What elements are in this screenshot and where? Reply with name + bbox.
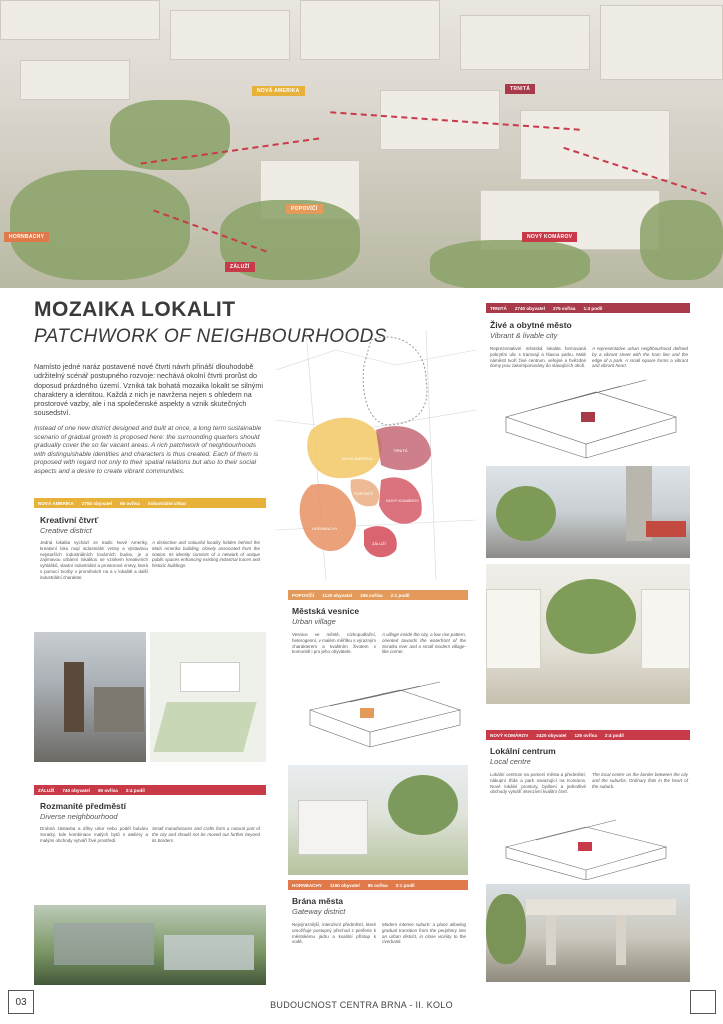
map-label-ponavka: POPOVÍČÍ [354,491,374,496]
text-nova-amerika-cz: Jedná lokalita vychází ze tradic Nové Ameriky, kreativní loku mají industriální vrstvy a výstavbou nejstarších industriálních továrních budov, je a zajímavou urbánní lokalitou se vznikem kreativních vyhlášků, vlastní industriální a prostorové vrstvy, která s pomocí tvorby v proměnách na a v lokalitě a další industriální charakter. [40,540,148,580]
label-ponavka: POPOVÍČÍ [286,204,323,214]
subheading-zaluzi: Diverse neighbourhood [40,812,118,821]
bar-novy-komarov [486,730,690,740]
page-title: MOZAIKA LOKALIT [34,298,236,321]
bar-stat: 275 ovřísa [552,305,576,311]
map-label-novy-komarov: NOVÝ KOMÁROV [386,498,419,503]
label-hornbachy: HORNBACHY [4,232,49,242]
photo-zaluzi [34,905,266,985]
label-zaluzi: ZÁLUŽÍ [225,262,255,272]
render-trnita-courtyard [486,564,690,704]
page-subtitle: PATCHWORK OF NEIGHBOURHOODS [34,326,387,347]
subheading-novy-komarov: Local centre [490,757,531,766]
subheading-nova-amerika: Creative district [40,526,92,535]
bar-ratio: 2:4 podíl [125,787,145,793]
text-ponavka-en: A village inside the city, a low rise pattern, oriented towards the waterfront of the Svratka river and a small modern village-like corner. [382,632,466,655]
bar-population: 2740 obyvatel [514,305,545,311]
render-nova-amerika [150,632,266,762]
bar-label: POPOVÍČÍ [292,592,315,598]
map-zone-trnita-outline [363,337,427,425]
page-number: 03 [8,990,34,1014]
map-label-zaluzi: ZÁLUŽÍ [372,541,386,546]
heading-novy-komarov: Lokální centrum [490,746,556,756]
text-ponavka-cz: Vesnice ve městě, nízkopodlažní, heterogenní, v malém měřítku s výrazným charakterem a kvalitním životem v komunitě i pro jeho obyvatele. [292,632,376,655]
heading-trnita: Živé a obytné město [490,320,572,330]
text-trnita-cz: Reprezentativní městská lokalita formovaná pokrytím ulic s tramvají a hlavou parku. Malé náměstí tvoří živé centrum, veřejné a hvězdné domy jsou zakomponovány do stávajících okolí. [490,346,586,369]
bar-ratio: 2:4 podíl [604,732,624,738]
diagram-ponavka [290,670,470,760]
text-novy-komarov-cz: Lokální centrum na pomezí města a předměstí, nákupní třída a park navazující na Komárov. Nové lokální prostory, bydlení a jednotlivé obchody vytváří intenzivní kvalitní čtvrť. [490,772,586,795]
bar-stat: 60 ovřísa [97,787,118,793]
intro-text-cz: Namísto jedné naráz postavené nové čtvrti návrh přináší dlouhodobě udržitelný scénář postupného rozvoje: nechává okolní čtvrti prorůst do doposud prázdného území. Vzniká tak bohatá mozaika lokalit se silnými charaktery a identitou. Každá z nich je navržena nejen s ohledem na prostorové vazby, ale i na společenské aspekty a vznik skutečných sousedství. [34,362,263,418]
text-novy-komarov-en: The local centre on the border between the city and the suburbs. Ordinary flats in the heart of the suburb. [592,772,688,789]
label-nova-amerika: NOVÁ AMERIKA [252,86,305,96]
text-hornbachy-cz: Nejvýraznější, intenzivní předměstí, které umožňuje postupný přechod z periferie k městskému jádru a kvalitní přístup k vodě. [292,922,376,945]
heading-hornbachy: Brána města [292,896,344,906]
map-zone-nova-amerika [307,418,382,479]
bar-label: ZÁLUŽÍ [38,787,55,793]
heading-ponavka: Městská vesnice [292,606,360,616]
map-label-hornbachy: HORNBACHY [312,526,338,531]
bar-label: NOVÝ KOMÁROV [490,732,529,738]
bar-label: HORNBACHY [292,882,322,888]
photo-ponavka [288,765,468,875]
map-label-trnita: TRNITÁ [393,448,408,453]
bar-stat: 195 ovřísa [360,592,383,598]
bar-ponavka [288,590,468,600]
bar-nova-amerika [34,498,266,508]
bar-population: 740 obyvatel [62,787,90,793]
intro-text-en: Instead of one new district designed and built at once, a long term sustainable scenario of gradual growth is proposed here: the surrounding quarters should gradually cover the so far vacant areas. A rich patchwork of neighbourhoods with distinguishable identities and characters is thus created. Each of them is proposed with regard not only to their spatial relations but also to their social aspects and a desire to create vibrant communities. [34,425,262,475]
bar-population: 2420 obyvatel [536,732,567,738]
subheading-hornbachy: Gateway district [292,907,346,916]
bar-ratio: 2:1 podíl [390,592,410,598]
bar-hornbachy [288,880,468,890]
map-zone-hornbachy [300,484,356,551]
heading-nova-amerika: Kreativní čtvrť [40,515,99,525]
photo-trnita [486,466,690,558]
photo-nova-amerika [34,632,146,762]
diagram-novy-komarov [486,812,690,880]
label-novy-komarov: NOVÝ KOMÁROV [522,232,577,242]
footer-box [690,990,716,1014]
bar-ratio: 1:4 podíl [583,305,603,311]
footer-title: BUDOUCNOST CENTRA BRNA - II. KOLO [270,1000,453,1010]
bar-stat: 85 ovřísa [367,882,388,888]
bar-ratio: industriální chkar [147,500,187,506]
heading-zaluzi: Rozmanité předměstí [40,801,126,811]
subheading-ponavka: Urban village [292,617,336,626]
bar-stat: 125 ovřísa [574,732,597,738]
district-map [276,330,476,580]
bar-label: NOVÁ AMERIKA [38,500,74,506]
map-label-nova-amerika: NOVÁ AMERIKA [342,456,373,461]
aerial-visualisation [0,0,723,288]
label-trnita: TRNITÁ [505,84,535,94]
text-trnita-en: A representative urban neighbourhood defined by a vibrant street with the tram line and the edge of a park. A small square forms a vibrant and vibrant heart. [592,346,688,369]
diagram-trnita [486,372,690,462]
bar-population: 2750 obyvatel [81,500,112,506]
text-hornbachy-en: Modern intense suburb: a place allowing gradual transition from the periphery into an urban district, in close vicinity to the riverbank. [382,922,466,945]
bar-ratio: 3:1 podíl [395,882,415,888]
photo-novy-komarov [486,884,690,982]
bar-label: TRNITÁ [490,305,507,311]
bar-zaluzi [34,785,266,795]
bar-population: 1120 obyvatel [322,592,353,598]
subheading-trnita: Vibrant & livable city [490,331,558,340]
bar-stat: 65 ovřísa [119,500,140,506]
bar-trnita [486,303,690,313]
bar-population: 1150 obyvatel [329,882,360,888]
text-nova-amerika-en: A distinctive and colourful locality hidden behind the Malá Amerika building, closely associated from the station. Its identity consists of a network of unique public spaces enhancing existing industrial traces and historic buildings. [152,540,260,569]
text-zaluzi-en: Small manufactures and crafts form a natural part of the city and should not be moved out further beyond its borders. [152,826,260,843]
text-zaluzi-cz: Drobná zástavba a dílny ulice nebo podél bulváru Svratky, kde kombinace malých bytů s ateliéry a malými obchody vytváří živé prostředí. [40,826,148,843]
